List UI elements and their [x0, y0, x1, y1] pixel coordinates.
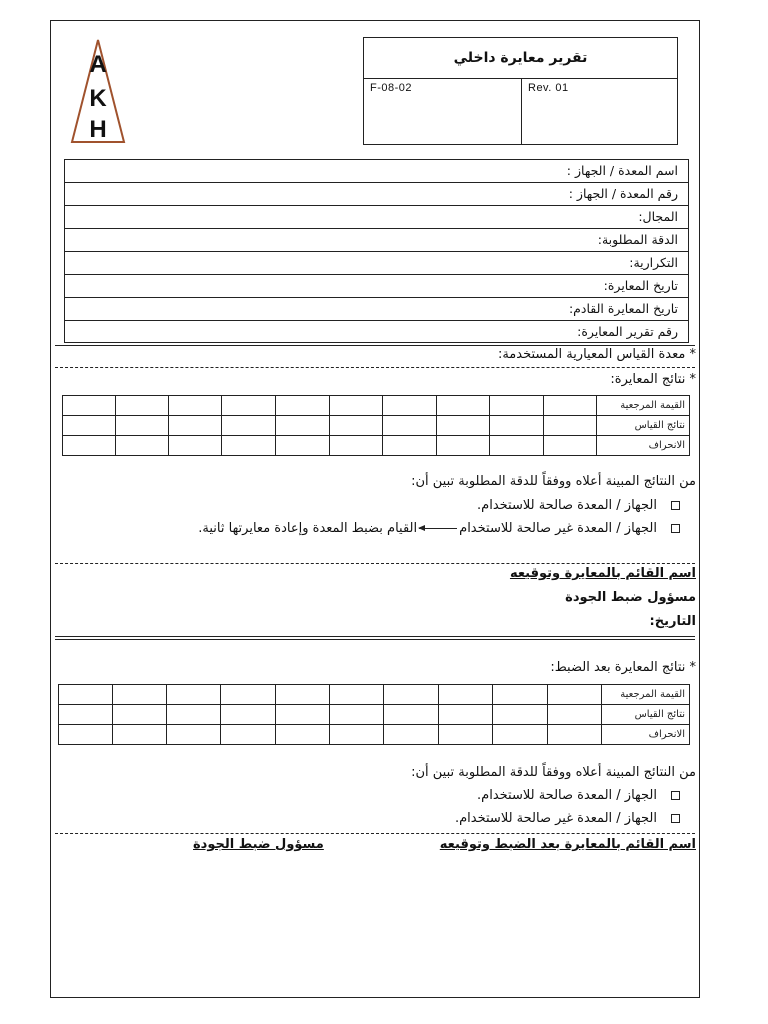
- performer-signature-label: اسم القائم بالمعايرة وتوقيعه: [509, 566, 696, 581]
- quality-manager-label-2: مسؤول ضبط الجودة: [193, 837, 324, 852]
- field-calibration-date[interactable]: تاريخ المعايرة:: [65, 275, 688, 298]
- revision-number: Rev. 01: [528, 82, 569, 94]
- option-valid-label: الجهاز / المعدة صالحة للاستخدام.: [477, 498, 657, 513]
- calibration-results-heading: * نتائج المعايرة:: [610, 372, 696, 387]
- conclusion-intro-2: من النتائج المبينة أعلاه ووفقاً للدقة المطلوبة تبين أن:: [411, 765, 696, 780]
- date-label: التاريخ:: [649, 614, 696, 629]
- field-report-number[interactable]: رقم تقرير المعايرة:: [577, 324, 678, 339]
- header-box: [363, 37, 678, 145]
- dashed-divider: [55, 833, 695, 834]
- standard-equipment-label: * معدة القياس المعيارية المستخدمة:: [497, 347, 696, 362]
- after-adjustment-heading: * نتائج المعايرة بعد الضبط:: [550, 660, 696, 675]
- table-row: [63, 436, 690, 456]
- table-row: [59, 725, 690, 745]
- field-next-calibration-date[interactable]: تاريخ المعايرة القادم:: [65, 298, 688, 321]
- row-label-deviation: الانحراف: [602, 725, 690, 745]
- form-code: F-08-02: [364, 78, 522, 144]
- row-label-measured: نتائج القياس: [597, 416, 690, 436]
- table-row: [59, 685, 690, 705]
- arrow-left-icon: [419, 528, 457, 529]
- field-repeatability[interactable]: التكرارية:: [65, 252, 688, 275]
- field-required-accuracy[interactable]: الدقة المطلوبة:: [65, 229, 688, 252]
- quality-manager-label: مسؤول ضبط الجودة: [565, 590, 696, 605]
- double-divider-bottom: [55, 639, 695, 640]
- logo-letter-k: K: [89, 85, 107, 112]
- row-label-reference: القيمة المرجعية: [602, 685, 690, 705]
- report-title: تقرير معايرة داخلي: [364, 38, 677, 79]
- option-invalid-label: الجهاز / المعدة غير صالحة للاستخدام: [459, 521, 657, 536]
- row-label-reference: القيمة المرجعية: [597, 396, 690, 416]
- valid-checkbox-2[interactable]: [671, 791, 680, 800]
- field-equipment-name[interactable]: اسم المعدة / الجهاز :: [65, 160, 688, 183]
- field-range[interactable]: المجال:: [65, 206, 688, 229]
- option-invalid-action: القيام بضبط المعدة وإعادة معايرتها ثانية.: [198, 521, 418, 536]
- dashed-divider: [55, 563, 695, 564]
- row-label-measured: نتائج القياس: [602, 705, 690, 725]
- dashed-divider: [55, 367, 695, 368]
- conclusion-intro: من النتائج المبينة أعلاه ووفقاً للدقة المطلوبة تبين أن:: [411, 474, 696, 489]
- invalid-checkbox[interactable]: [671, 524, 680, 533]
- calibration-results-table: [62, 395, 690, 456]
- divider: [55, 345, 695, 346]
- option-valid-row-2: [477, 788, 680, 803]
- double-divider-top: [55, 636, 695, 637]
- logo-letter-h: H: [89, 116, 107, 143]
- option-invalid-row-2: [455, 811, 680, 826]
- table-row: [59, 705, 690, 725]
- option-valid-label-2: الجهاز / المعدة صالحة للاستخدام.: [477, 788, 657, 803]
- invalid-checkbox-2[interactable]: [671, 814, 680, 823]
- after-adjustment-table: [58, 684, 690, 745]
- company-logo: [69, 38, 127, 146]
- table-row: [63, 396, 690, 416]
- table-row: [63, 416, 690, 436]
- performer-after-adjustment-label: اسم القائم بالمعايرة بعد الضبط وتوقيعه: [439, 837, 696, 852]
- equipment-info-box: [64, 159, 689, 343]
- option-invalid-label-2: الجهاز / المعدة غير صالحة للاستخدام.: [455, 811, 657, 826]
- field-equipment-number[interactable]: رقم المعدة / الجهاز :: [65, 183, 688, 206]
- option-invalid-row: [198, 521, 680, 536]
- option-valid-row: [477, 498, 680, 513]
- valid-checkbox[interactable]: [671, 501, 680, 510]
- row-label-deviation: الانحراف: [597, 436, 690, 456]
- logo-letter-a: A: [89, 51, 107, 78]
